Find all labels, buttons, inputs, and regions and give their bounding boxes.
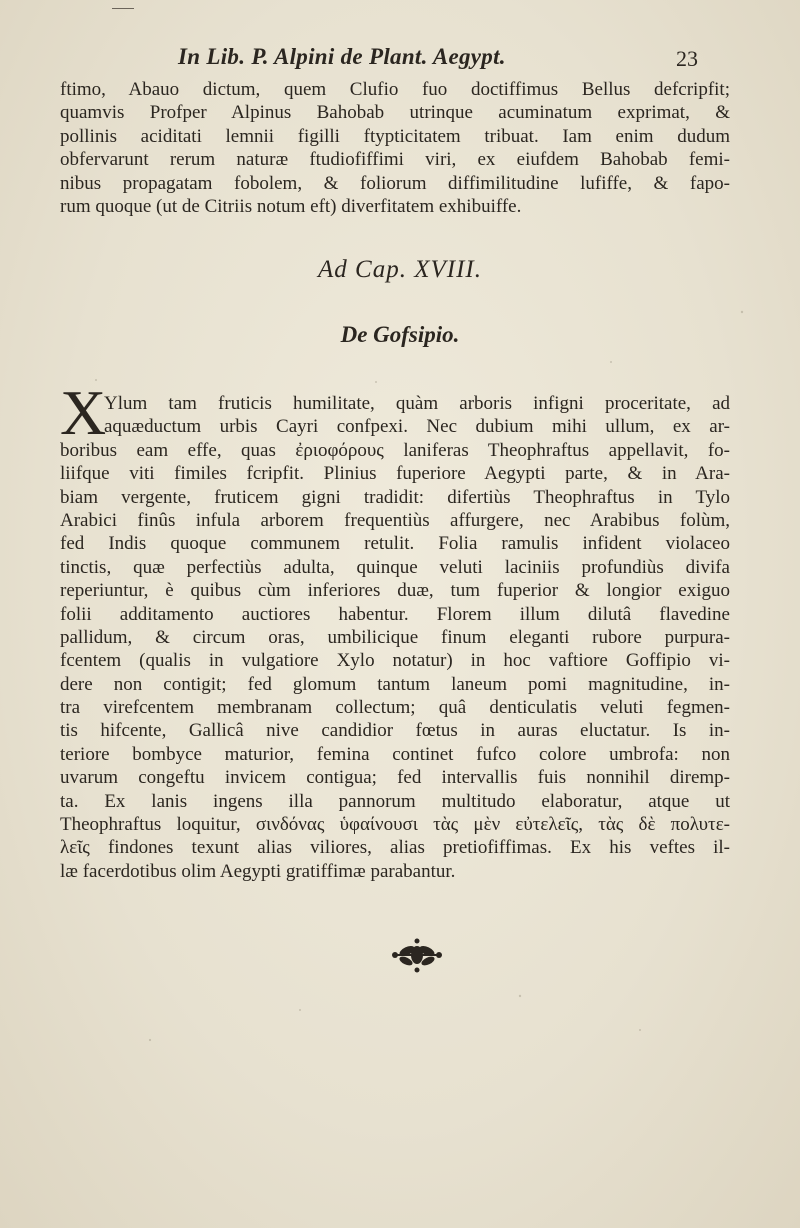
text-line: boribus eam effe, quas ἐριοφόρους laniferas Theophraftus appellavit, fo-	[60, 439, 730, 461]
text-line: pallidum, & circum oras, umbilicique finum eleganti rubore purpura-	[60, 626, 730, 648]
text-line: rum quoque (ut de Citriis notum eft) diverfitatem exhibuiffe.	[60, 195, 522, 217]
text-line: Arabici finûs infula arborem frequentiùs affurgere, nec Arabibus folùm,	[60, 509, 730, 531]
text-line: teriore bombyce maturior, femina continet fufco colore umbrofa: non	[60, 743, 730, 765]
text-line: ta. Ex lanis ingens illa pannorum multitudo elaboratur, atque ut	[60, 790, 730, 812]
text-line: uvarum congeftu invicem contigua; fed intervallis fuis nonnihil diremp-	[60, 767, 730, 789]
text-line: fcentem (qualis in vulgatiore Xylo notatur) in hoc vaftiore Goffipio vi-	[60, 650, 730, 672]
drop-cap: X	[60, 377, 107, 448]
text-line: dere non contigit; fed glomum tantum laneum pomi magnitudine, in-	[60, 673, 730, 695]
text-line: aquæductum urbis Cayri confpexi. Nec dubium mihi ullum, ex ar-	[104, 416, 730, 438]
text-line: nibus propagatam fobolem, & foliorum diffimilitudine lufiffe, & fapo-	[60, 172, 730, 194]
text-line: quamvis Profper Alpinus Bahobab utrinque acuminatum exprimat, &	[60, 102, 730, 124]
text-line: λεῖς findones texunt alias viliores, alias pretiofiffimas. Ex his veftes il-	[60, 837, 730, 859]
text-line: biam vergente, fruticem gigni tradidit: difertiùs Theophraftus in Tylo	[60, 486, 730, 508]
floral-ornament-icon	[382, 935, 452, 975]
text-line: fed Indis quoque communem retulit. Folia ramulis infident violaceo	[60, 533, 730, 555]
text-line: tra virefcentem membranam collectum; quâ denticulatis veluti fegmen-	[60, 697, 730, 719]
text-line: ftimo, Abauo dictum, quem Clufio fuo doctiffimus Bellus defcripfit;	[60, 79, 730, 100]
text-line: pollinis aciditati lemnii figilli ftypticitatem tribuat. Iam enim dudum	[60, 125, 730, 147]
running-title: In Lib. P. Alpini de Plant. Aegypt.	[178, 44, 506, 69]
text-line: Theophraftus loquitur, σινδόνας ὑφαίνουσι τὰς μὲν εὐτελεῖς, τὰς δὲ πολυτε-	[60, 814, 730, 836]
text-line: folii additamento auctiores habentur. Florem illum dilutâ flavedine	[60, 603, 730, 625]
text-line: tinctis, quæ perfectiùs adulta, quinque veluti laciniis profundiùs divifa	[60, 556, 730, 578]
main-paragraph	[60, 392, 730, 883]
page-number: 23	[676, 46, 698, 71]
text-line: liifque viti fimiles fcripfit. Plinius fuperiore Aegypti parte, & in Ara-	[60, 463, 730, 485]
text-line: tis hifcente, Gallicâ nive candidior fœtus in auras eluctatur. Is in-	[60, 720, 730, 742]
text-line: reperiuntur, è quibus cùm inferiores duæ, tum fuperior & longior exiguo	[60, 580, 730, 602]
text-line: Ylum tam fruticis humilitate, quàm arboris infigni proceritate, ad	[104, 393, 730, 414]
chapter-subheading: De Gofsipio.	[340, 322, 460, 347]
intro-paragraph	[60, 78, 730, 218]
text-line: læ facerdotibus olim Aegypti gratiffimæ parabantur.	[60, 860, 456, 882]
top-rule	[112, 8, 134, 9]
chapter-heading: Ad Cap. XVIII.	[318, 256, 482, 283]
text-line: obfervarunt rerum naturæ ftudiofiffimi viri, ex eiufdem Bahobab femi-	[60, 149, 730, 171]
